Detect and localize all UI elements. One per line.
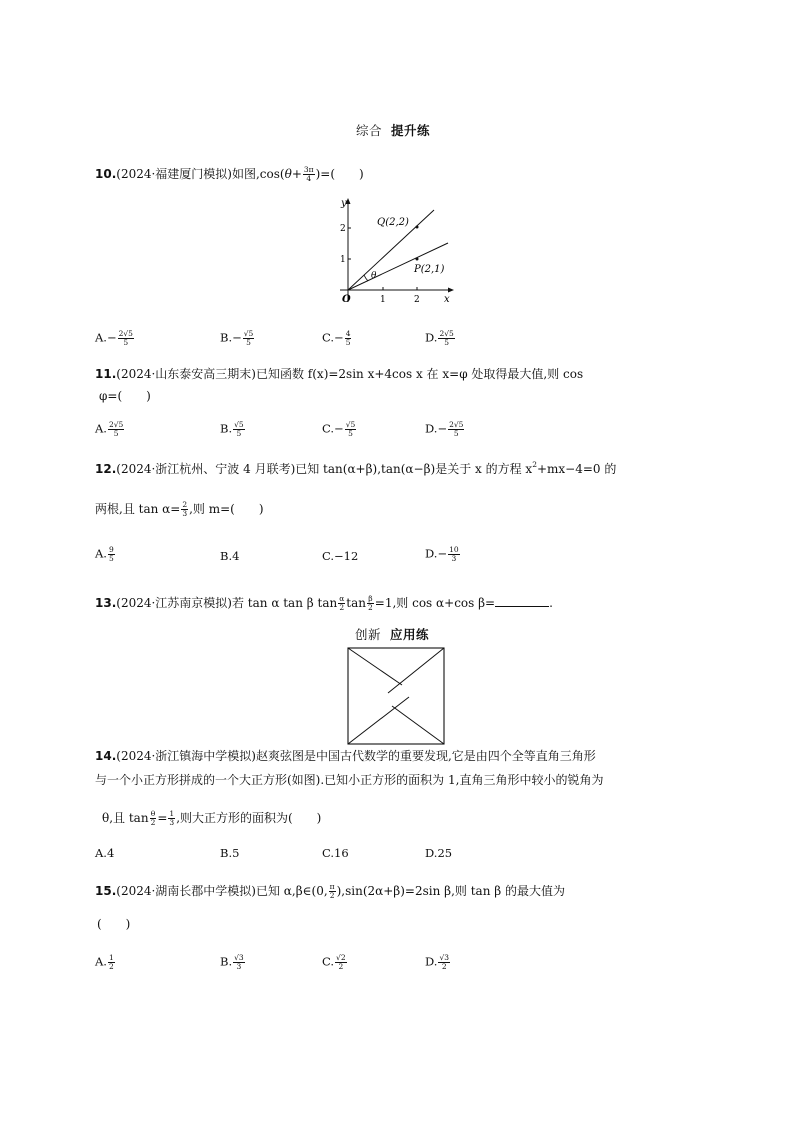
option-c[interactable]: C.16 — [322, 846, 349, 860]
option-letter: B. — [220, 330, 233, 345]
fraction — [168, 810, 175, 827]
denominator: 5 — [345, 337, 351, 347]
denominator: 2 — [338, 961, 344, 971]
denominator: 3 — [182, 508, 188, 518]
option-letter: A. — [95, 954, 107, 969]
question-text-tail: . — [549, 595, 553, 610]
numerator: α — [339, 594, 345, 603]
triangle-edge — [392, 706, 444, 744]
option-letter: C. — [322, 330, 335, 345]
fraction — [335, 954, 347, 971]
question-number: 15. — [95, 883, 117, 898]
section-title-innovation — [355, 629, 429, 642]
numerator: 9 — [108, 545, 114, 554]
option-a[interactable] — [95, 330, 135, 347]
denominator: 3 — [236, 961, 242, 971]
option-sign: − — [437, 546, 448, 561]
denominator: 5 — [453, 428, 459, 438]
option-b[interactable] — [220, 330, 255, 347]
question-text-tail: +mx−4=0 的 — [536, 462, 617, 476]
option-b[interactable] — [220, 954, 246, 971]
fraction — [108, 954, 115, 971]
option-d[interactable]: D.25 — [425, 846, 453, 860]
option-c[interactable] — [322, 551, 358, 563]
option-letter: D. — [425, 546, 438, 561]
question-14 — [95, 750, 596, 762]
option-letter: A. — [95, 330, 107, 345]
origin-label: O — [342, 294, 351, 305]
option-letter: C. — [322, 421, 335, 436]
question-text: (2024·山东泰安高三期末)已知函数 f(x)=2sin x+4cos x 在 x=φ 处取得最大值,则 cos — [116, 367, 584, 381]
point-Q — [416, 226, 419, 229]
question-number: 12. — [95, 462, 117, 476]
option-letter: B. — [220, 954, 233, 969]
option-letter: C. — [322, 549, 335, 563]
numerator: 1 — [108, 953, 114, 962]
question-text-tail: ,则大正方形的面积为( ) — [176, 810, 322, 825]
denominator: 3 — [169, 817, 175, 827]
theta-label: θ — [371, 271, 377, 281]
big-square — [348, 648, 444, 744]
option-letter: C. — [322, 954, 335, 969]
x-tick-label: 1 — [380, 295, 386, 305]
numerator: π — [329, 882, 335, 891]
denominator: 2 — [329, 890, 335, 900]
option-sign: − — [334, 421, 344, 436]
x-tick-label: 2 — [414, 295, 420, 305]
numerator: θ — [150, 809, 156, 818]
denominator: 5 — [113, 428, 119, 438]
option-sign: − — [334, 330, 344, 345]
numerator: 10 — [449, 545, 459, 554]
denominator: 5 — [108, 553, 114, 563]
numerator: 1 — [169, 809, 175, 818]
numerator: √2 — [336, 953, 346, 962]
triangle-edge — [388, 648, 444, 693]
option-letter: D. — [425, 421, 438, 436]
numerator: √3 — [439, 953, 450, 962]
denominator: 2 — [150, 817, 156, 827]
denominator: 5 — [246, 337, 251, 347]
question-number: 11. — [95, 367, 117, 381]
point-Q-label: Q(2,2) — [377, 217, 409, 228]
option-a[interactable] — [95, 546, 116, 563]
fraction — [448, 546, 460, 563]
fraction — [438, 330, 454, 347]
question-13 — [95, 595, 553, 612]
fraction — [243, 330, 255, 347]
numerator: √5 — [234, 420, 244, 429]
question-12-line-2 — [95, 501, 264, 518]
point-P-label: P(2,1) — [414, 264, 445, 275]
question-text: 两根,且 tan α= — [95, 501, 181, 516]
fraction — [150, 810, 157, 827]
numerator: √5 — [243, 329, 254, 338]
option-sign: − — [232, 330, 242, 345]
fraction — [438, 954, 450, 971]
question-14-line-2: 与一个小正方形拼成的一个大正方形(如图).已知小正方形的面积为 1,直角三角形中较小的锐角为 — [95, 773, 604, 787]
option-sign: − — [106, 330, 117, 345]
option-d[interactable] — [425, 421, 465, 438]
equals-sign: = — [157, 810, 168, 825]
denominator: 3 — [451, 553, 457, 563]
question-text-tail: ,则 m=( ) — [189, 501, 264, 516]
option-a[interactable] — [95, 421, 125, 438]
denominator: 5 — [236, 428, 242, 438]
fraction — [233, 954, 245, 971]
fraction — [345, 330, 352, 347]
question-text: (2024·浙江杭州、宁波 4 月联考)已知 tan(α+β),tan(α−β)是关于 x 的方程 x — [116, 462, 533, 476]
option-d[interactable] — [425, 546, 461, 563]
fraction — [181, 501, 188, 518]
question-text-tail: )=( ) — [315, 166, 364, 181]
zhao-shuang-diagram — [346, 646, 446, 746]
option-b[interactable] — [220, 421, 246, 438]
denominator: 5 — [123, 337, 129, 347]
option-value: −12 — [334, 549, 359, 563]
fraction — [108, 546, 115, 563]
option-letter: D. — [425, 330, 438, 345]
denominator: 5 — [444, 337, 450, 347]
question-text: θ,且 tan — [102, 810, 149, 825]
y-tick-label: 1 — [340, 255, 346, 265]
numerator: 2√5 — [439, 329, 454, 338]
question-number: 14. — [95, 749, 117, 763]
question-12 — [95, 460, 617, 476]
option-sign: − — [437, 421, 448, 436]
triangle-edge — [348, 648, 402, 685]
angle-arc — [364, 275, 368, 281]
exponent: 2 — [532, 460, 537, 469]
denominator: 2 — [441, 961, 447, 971]
section-label-bold: 应用练 — [389, 627, 429, 642]
fraction — [303, 166, 315, 183]
option-c[interactable] — [322, 330, 352, 347]
numerator: β — [368, 594, 373, 603]
section-title-comprehensive — [356, 125, 430, 138]
question-14-line-3 — [102, 810, 321, 827]
option-letter: A. — [95, 421, 107, 436]
numerator: 4 — [345, 329, 351, 338]
fraction — [338, 595, 345, 612]
question-number: 10. — [95, 166, 117, 181]
question-15-line-2: ( ) — [97, 917, 131, 931]
option-d[interactable] — [425, 330, 456, 347]
denominator: 5 — [348, 428, 353, 438]
option-value: 4 — [232, 549, 240, 563]
numerator: 3π — [303, 165, 314, 174]
option-letter: D. — [425, 954, 438, 969]
option-b[interactable]: B.5 — [220, 846, 240, 860]
question-15 — [95, 883, 565, 900]
question-11-line-2: φ=( ) — [99, 389, 151, 403]
fraction — [108, 421, 124, 438]
numerator: 2√5 — [449, 420, 464, 429]
section-label: 综合 — [356, 123, 383, 138]
denominator: 4 — [306, 173, 312, 183]
numerator: 2√5 — [118, 329, 133, 338]
answer-blank[interactable] — [495, 596, 549, 607]
numerator: 2√5 — [108, 420, 124, 429]
option-a[interactable]: A.4 — [95, 846, 115, 860]
question-number: 13. — [95, 595, 117, 610]
section-label: 创新 — [355, 627, 382, 642]
denominator: 2 — [368, 602, 373, 612]
section-label-bold: 提升练 — [390, 123, 430, 138]
y-label: y — [341, 198, 347, 209]
fraction — [448, 421, 464, 438]
question-text: (2024·江苏南京模拟)若 tan α tan β tan — [116, 595, 338, 610]
question-text: tan — [346, 595, 367, 610]
question-text-tail: ),sin(2α+β)=2sin β,则 tan β 的最大值为 — [336, 883, 565, 898]
theta-symbol: θ+ — [284, 166, 302, 181]
option-letter: B. — [220, 421, 233, 436]
option-c[interactable] — [322, 421, 357, 438]
numerator: √3 — [234, 953, 244, 962]
small-square — [390, 685, 405, 701]
fraction — [367, 595, 374, 612]
question-11 — [95, 368, 583, 380]
fraction — [329, 883, 336, 900]
denominator: 2 — [339, 602, 345, 612]
x-label: x — [444, 294, 450, 305]
option-d[interactable] — [425, 954, 451, 971]
option-letter: B. — [220, 549, 233, 563]
fraction — [118, 330, 134, 347]
option-c[interactable] — [322, 954, 348, 971]
point-P — [416, 258, 419, 261]
question-10 — [95, 166, 364, 183]
question-text: (2024·福建厦门模拟)如图,cos( — [116, 166, 285, 181]
fraction — [345, 421, 357, 438]
question-text: (2024·湖南长郡中学模拟)已知 α,β∈(0, — [116, 883, 328, 898]
option-a[interactable] — [95, 954, 116, 971]
y-tick-label: 2 — [340, 224, 346, 234]
option-b[interactable] — [220, 551, 239, 563]
x-axis-arrow-icon — [448, 288, 454, 293]
question-text: =1,则 cos α+cos β= — [374, 595, 496, 610]
numerator: 2 — [182, 500, 188, 509]
triangle-edge — [348, 697, 409, 744]
denominator: 2 — [108, 961, 114, 971]
fraction — [233, 421, 245, 438]
numerator: √5 — [345, 420, 356, 429]
option-letter: A. — [95, 546, 107, 561]
question-text: (2024·浙江镇海中学模拟)赵爽弦图是中国古代数学的重要发现,它是由四个全等直角三角形 — [116, 749, 596, 763]
coordinate-graph — [330, 192, 460, 308]
